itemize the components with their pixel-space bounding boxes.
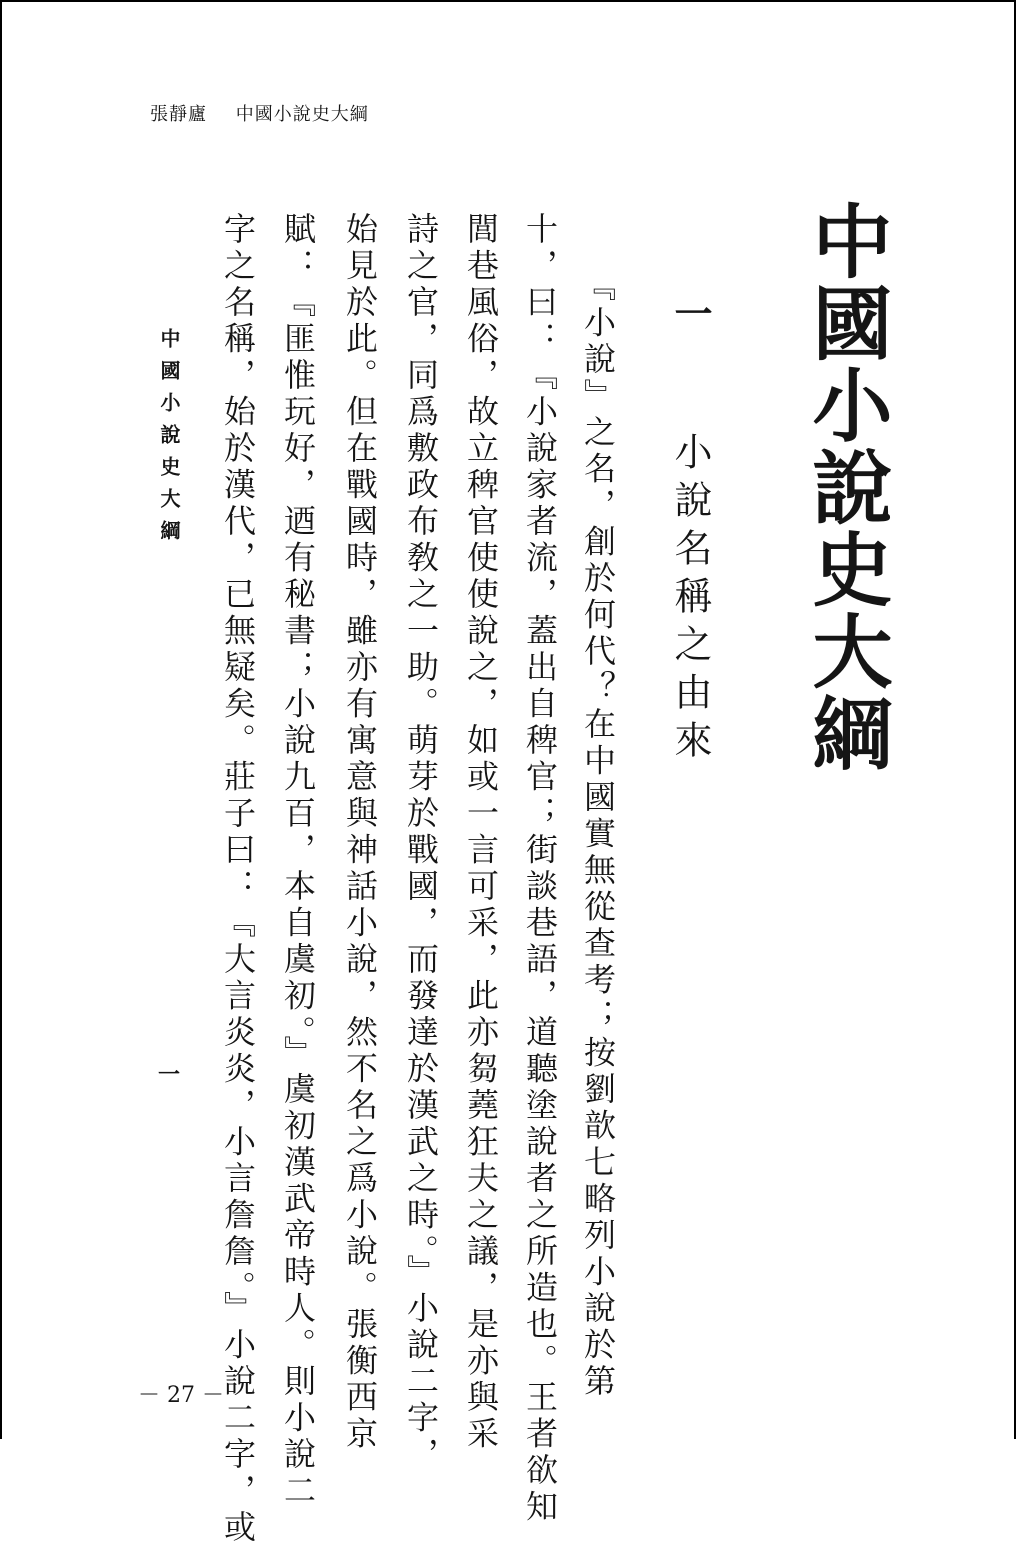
body-column-3: 閭巷風俗，故立稗官使使說之，如或一言可采，此亦芻蕘狂夫之議，是亦與采 <box>462 212 500 1453</box>
section-heading <box>668 294 713 768</box>
side-page-number: 一 <box>158 1062 181 1088</box>
header-author: 張靜廬 <box>150 104 207 125</box>
section-title: 小說名稱之由來 <box>668 432 712 768</box>
book-title: 中國小說史大綱 <box>799 200 893 774</box>
body-column-5: 始見於此。但在戰國時，雖亦有寓意與神話小說，然不名之爲小說。張衡西京 <box>341 212 379 1453</box>
running-header <box>150 100 369 126</box>
running-title-vertical: 中國小說史大綱 <box>157 328 181 552</box>
header-book-title: 中國小說史大綱 <box>235 104 369 125</box>
footer-page-number: － 27 － <box>138 1383 224 1408</box>
body-column-2: 十，曰：『小說家者流，蓋出自稗官；街談巷語，道聽塗說者之所造也。王者欲知 <box>521 212 559 1526</box>
body-column-1: 『小說』之名，創於何代？在中國實無從查考；按劉歆七略列小說於第 <box>579 212 617 1401</box>
section-number: 一 <box>668 294 713 342</box>
body-column-4: 詩之官，同爲敷政布敎之一助。萌芽於戰國，而發達於漢武之時。』小說二字， <box>402 212 440 1474</box>
body-column-7: 字之名稱，始於漢代，已無疑矣。莊子曰：『大言炎炎，小言詹詹。』小說二字，或 <box>219 212 257 1547</box>
body-column-6: 賦：『匪惟玩好，迺有秘書；小說九百，本自虞初。』虞初漢武帝時人。則小說二 <box>279 212 317 1510</box>
